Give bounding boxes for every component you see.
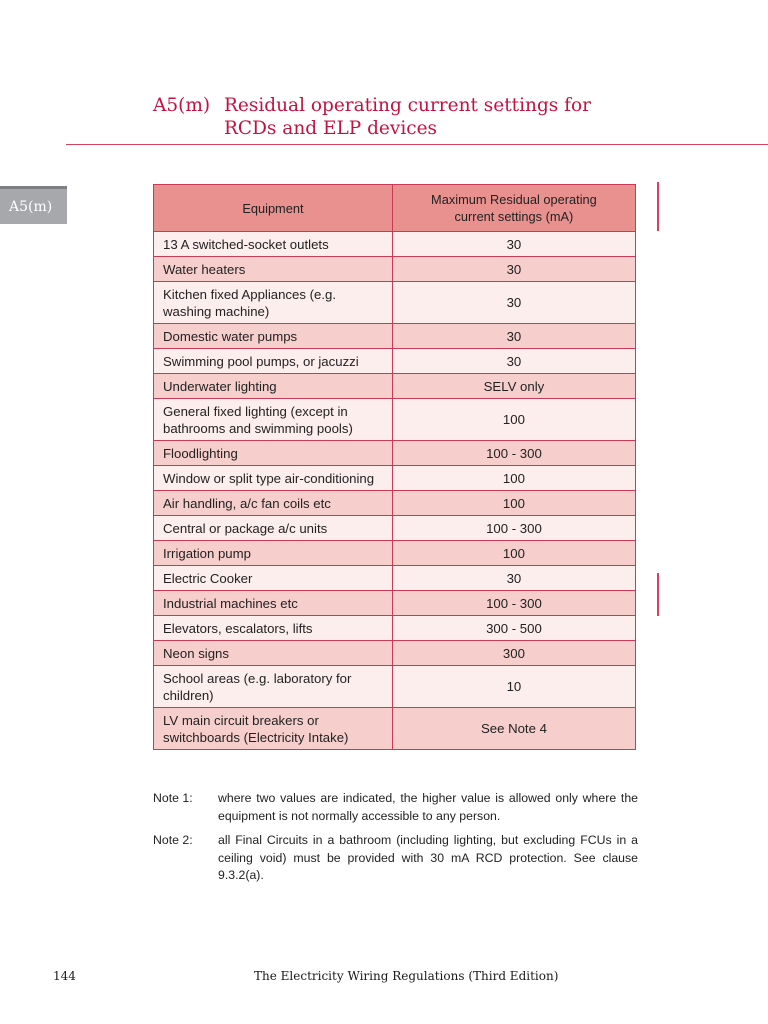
note-2 [153,832,638,885]
equipment-cell: Swimming pool pumps, or jacuzzi [154,349,393,374]
note-label: Note 1: [153,791,193,805]
title-line-1: Residual operating current settings for [224,95,591,116]
table-row [154,566,636,591]
current-setting-cell: 100 [392,399,635,441]
header-max-current-text: Maximum Residual operating current settings (mA) [431,192,597,224]
equipment-cell: Irrigation pump [154,541,393,566]
equipment-cell: Floodlighting [154,441,393,466]
table-row [154,349,636,374]
table-row [154,441,636,466]
current-setting-cell: See Note 4 [392,708,635,750]
table-row [154,466,636,491]
equipment-cell: Window or split type air-conditioning [154,466,393,491]
current-setting-cell: 10 [392,666,635,708]
equipment-cell: Central or package a/c units [154,516,393,541]
current-setting-cell: 100 [392,541,635,566]
equipment-cell: Underwater lighting [154,374,393,399]
equipment-cell: School areas (e.g. laboratory for children) [154,666,393,708]
equipment-cell: Electric Cooker [154,566,393,591]
book-title: The Electricity Wiring Regulations (Third Edition) [254,969,559,983]
current-setting-cell: 30 [392,324,635,349]
equipment-cell: Industrial machines etc [154,591,393,616]
title-line-2: RCDs and ELP devices [224,118,438,139]
table-row [154,399,636,441]
note-1 [153,790,638,825]
equipment-cell: General fixed lighting (except in bathrooms and swimming pools) [154,399,393,441]
current-setting-cell: 30 [392,566,635,591]
current-setting-cell: 100 [392,491,635,516]
current-setting-cell: 30 [392,257,635,282]
equipment-cell: Water heaters [154,257,393,282]
table-row [154,591,636,616]
page-number: 144 [53,969,76,983]
note-text: all Final Circuits in a bathroom (including lighting, but excluding FCUs in a ceiling void) must be provided with 30 mA RCD protection. See clause 9.3.2(a). [218,833,638,882]
current-setting-cell: 100 [392,466,635,491]
current-setting-cell: 30 [392,282,635,324]
current-setting-cell: 30 [392,232,635,257]
table-row [154,541,636,566]
table-row [154,616,636,641]
current-setting-cell: 100 - 300 [392,516,635,541]
current-setting-cell: 100 - 300 [392,591,635,616]
notes-section [153,790,638,892]
change-marker-top [657,182,659,231]
table-row [154,666,636,708]
table-row [154,324,636,349]
equipment-cell: Neon signs [154,641,393,666]
equipment-cell: Kitchen fixed Appliances (e.g. washing machine) [154,282,393,324]
table-row [154,491,636,516]
note-text: where two values are indicated, the higher value is allowed only where the equipment is not normally accessible to any person. [218,791,638,823]
table-row [154,516,636,541]
table-header-row [154,185,636,232]
section-code: A5(m) [153,95,211,116]
table-row [154,374,636,399]
table-row [154,641,636,666]
current-setting-cell: 300 [392,641,635,666]
current-setting-cell: 100 - 300 [392,441,635,466]
equipment-cell: 13 A switched-socket outlets [154,232,393,257]
title-divider [66,144,768,145]
equipment-cell: LV main circuit breakers or switchboards (Electricity Intake) [154,708,393,750]
current-setting-cell: 30 [392,349,635,374]
header-equipment: Equipment [154,185,393,232]
current-setting-cell: 300 - 500 [392,616,635,641]
page-title [153,94,673,140]
equipment-cell: Air handling, a/c fan coils etc [154,491,393,516]
table-row [154,708,636,750]
table-body [154,232,636,750]
table-row [154,232,636,257]
header-max-current [392,185,635,232]
rcd-settings-table [153,184,636,750]
table-row [154,282,636,324]
table-row [154,257,636,282]
change-marker-bottom [657,573,659,616]
equipment-cell: Elevators, escalators, lifts [154,616,393,641]
section-side-tab: A5(m) [0,186,67,224]
current-setting-cell: SELV only [392,374,635,399]
note-label: Note 2: [153,833,193,847]
equipment-cell: Domestic water pumps [154,324,393,349]
